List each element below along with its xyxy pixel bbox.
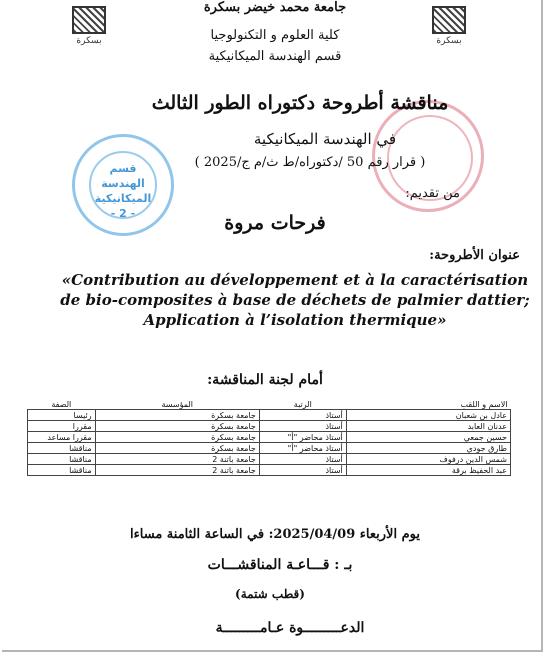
stamp-line-2: الميكانيكية [94, 192, 152, 205]
jury-member-institution: جامعة بسكرة [95, 443, 259, 454]
announcement-title: مناقشة أطروحة دكتوراه الطور الثالث [151, 92, 449, 114]
jury-member-rank: أستاذ [259, 421, 346, 432]
header-rank: الرتبة [259, 400, 346, 410]
jury-member-institution: جامعة بسكرة [95, 410, 259, 421]
jury-member-institution: جامعة بسكرة [95, 432, 259, 443]
blue-department-stamp [72, 134, 174, 236]
jury-row [28, 465, 511, 476]
jury-label: أمام لجنة المناقشة: [207, 372, 323, 388]
defense-date: يوم الأربعاء 2025/04/09: في الساعة الثامنة مساءا [130, 527, 420, 542]
logo-caption-left: بسكرة [76, 36, 102, 46]
candidate-name: فرحات مروة [224, 212, 326, 234]
faculty-name: كلية العلوم و التكنولوجيا [210, 28, 340, 43]
jury-member-name: عبد الحفيظ برقة [346, 465, 510, 476]
logo-emblem-icon [72, 6, 106, 34]
decree-number: ( قرار رقم 50 /دكتوراه/ط ث/م ج/2025 ) [194, 155, 426, 170]
department-name: قسم الهندسة الميكانيكية [208, 49, 342, 64]
jury-member-name: شمس الدين درفوف [346, 454, 510, 465]
university-logo-left [58, 4, 120, 54]
logo-caption-right: بسكرة [436, 36, 462, 46]
stamp-line-1: قسم الهندسة [101, 162, 145, 190]
jury-member-role: مناقشا [28, 443, 96, 454]
public-invitation: الدعـــــــــوة عـامـــــــــة [215, 620, 365, 636]
jury-member-name: طارق جودي [346, 443, 510, 454]
header-institution: المؤسسة [95, 400, 259, 410]
defense-room: بـ : قـــاعـة المناقشـــات [207, 557, 353, 573]
jury-row [28, 432, 511, 443]
jury-member-institution: جامعة باتنة 2 [95, 465, 259, 476]
jury-member-name: عادل بن شعبان [346, 410, 510, 421]
jury-member-role: مقررا [28, 421, 96, 432]
jury-row [28, 421, 511, 432]
university-logo-right [418, 4, 480, 54]
jury-member-name: حسين جمعي [346, 432, 510, 443]
jury-member-role: مناقشا [28, 465, 96, 476]
header-name: الاسم و اللقب [346, 400, 510, 410]
jury-member-name: عدنان العابد [346, 421, 510, 432]
jury-member-role: رئيسا [28, 410, 96, 421]
thesis-label: عنوان الأطروحة: [429, 248, 520, 263]
jury-row [28, 410, 511, 421]
jury-member-role: مقررا مساعد [28, 432, 96, 443]
jury-member-rank: أستاذ [259, 454, 346, 465]
jury-table [27, 400, 511, 476]
stamp-line-3: - 2 - [110, 207, 136, 220]
header-role: الصفة [28, 400, 96, 410]
room-detail: (قطب شتمة) [235, 587, 305, 601]
jury-row [28, 454, 511, 465]
jury-table-header [28, 400, 511, 410]
jury-member-institution: جامعة بسكرة [95, 421, 259, 432]
jury-member-institution: جامعة باتنة 2 [95, 454, 259, 465]
university-name: جامعة محمد خيضر بسكرة [203, 0, 347, 15]
thesis-title: «Contribution au développement et à la caractérisation de bio-composites à base de déchets de palmier dattier; Application à l’isolation thermique» [60, 271, 530, 329]
jury-member-rank: أستاذ محاضر "أ" [259, 443, 346, 454]
jury-member-rank: أستاذ [259, 465, 346, 476]
jury-member-rank: أستاذ محاضر "أ" [259, 432, 346, 443]
jury-member-rank: أستاذ [259, 410, 346, 421]
logo-emblem-icon [432, 6, 466, 34]
specialty-line: في الهندسة الميكانيكية [253, 130, 397, 148]
presented-by-label: من تقديم: [405, 186, 460, 201]
jury-row [28, 443, 511, 454]
jury-member-role: مناقشا [28, 454, 96, 465]
